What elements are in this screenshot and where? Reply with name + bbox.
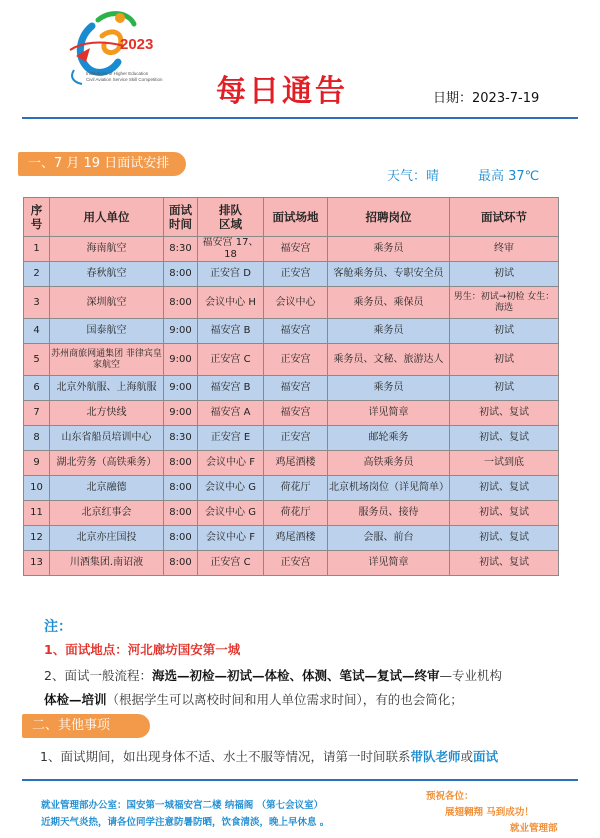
section-badge-other: 二、其他事项	[22, 714, 150, 738]
section-badge-schedule: 一、7 月 19 日面试安排	[18, 152, 186, 176]
weather-label: 天气：晴	[387, 169, 440, 184]
cell-area: 正安宫 E	[198, 426, 264, 451]
cell-time: 8:00	[164, 551, 198, 576]
cell-venue: 正安宫	[264, 262, 328, 287]
cell-position: 乘务员、乘保员	[328, 287, 450, 319]
cell-stage: 初试	[450, 319, 559, 344]
cell-venue: 正安宫	[264, 344, 328, 376]
header-venue: 面试场地	[264, 198, 328, 237]
header-company: 用人单位	[50, 198, 164, 237]
table-row	[24, 476, 559, 501]
note-location: 1、面试地点：河北廊坊国安第一城	[44, 642, 241, 657]
notes-heading: 注：	[44, 619, 72, 635]
note-process	[44, 666, 502, 684]
logo-year: 2023	[120, 36, 154, 53]
cell-no: 3	[24, 287, 50, 319]
table-row	[24, 376, 559, 401]
cell-position: 邮轮乘务	[328, 426, 450, 451]
cell-area: 福安宫 B	[198, 376, 264, 401]
cell-time: 8:00	[164, 262, 198, 287]
cell-company: 北方快线	[50, 401, 164, 426]
cell-area: 正安宫 C	[198, 551, 264, 576]
cell-time: 8:00	[164, 287, 198, 319]
temperature-label: 最高 37℃	[478, 169, 540, 184]
logo-tagline: Institutions of Higher Education	[86, 71, 149, 76]
cell-area: 会议中心 H	[198, 287, 264, 319]
cell-position: 北京机场岗位（详见简单）	[328, 476, 450, 501]
logo-tagline-2: Civil Aviation Service Skill Competition	[86, 77, 163, 82]
cell-position: 服务员、接待	[328, 501, 450, 526]
cell-stage: 初试、复试	[450, 501, 559, 526]
note-contact-interview: 面试	[473, 749, 499, 764]
table-row	[24, 551, 559, 576]
cell-time: 8:30	[164, 237, 198, 262]
note-other-1	[40, 747, 498, 765]
cell-area: 正安宫 C	[198, 344, 264, 376]
cell-venue: 鸡尾酒楼	[264, 451, 328, 476]
footer-wish-1: 预祝各位：	[426, 791, 474, 802]
cell-stage: 初试、复试	[450, 476, 559, 501]
header-time: 面试 时间	[164, 198, 198, 237]
cell-venue: 荷花厅	[264, 476, 328, 501]
cell-position: 客舱乘务员、专职安全员	[328, 262, 450, 287]
page-title: 每日通告	[216, 74, 348, 109]
note-contact-teacher: 带队老师	[410, 749, 461, 764]
cell-time: 8:30	[164, 426, 198, 451]
cell-area: 正安宫 D	[198, 262, 264, 287]
cell-venue: 福安宫	[264, 401, 328, 426]
note-process-suffix: —专业机构	[439, 668, 502, 683]
cell-position: 详见简章	[328, 401, 450, 426]
header-area: 排队 区域	[198, 198, 264, 237]
cell-area: 福安宫 A	[198, 401, 264, 426]
cell-time: 8:00	[164, 451, 198, 476]
table-row	[24, 319, 559, 344]
interview-schedule-table	[23, 197, 559, 576]
cell-position: 乘务员	[328, 237, 450, 262]
note-process-steps-2: 体检—培训	[44, 692, 107, 707]
cell-area: 福安宫 B	[198, 319, 264, 344]
cell-company: 北京红事会	[50, 501, 164, 526]
cell-stage: 初试	[450, 376, 559, 401]
table-row	[24, 526, 559, 551]
note-process-steps: 海选—初检—初试—体检、体测、笔试—复试—终审	[151, 668, 440, 683]
header-position: 招聘岗位	[328, 198, 450, 237]
cell-company: 北京融德	[50, 476, 164, 501]
cell-company: 春秋航空	[50, 262, 164, 287]
cell-no: 8	[24, 426, 50, 451]
cell-no: 13	[24, 551, 50, 576]
cell-stage: 一试到底	[450, 451, 559, 476]
cell-venue: 正安宫	[264, 426, 328, 451]
footer-divider	[22, 779, 578, 781]
cell-no: 2	[24, 262, 50, 287]
cell-no: 10	[24, 476, 50, 501]
cell-venue: 鸡尾酒楼	[264, 526, 328, 551]
table-row	[24, 426, 559, 451]
cell-stage: 初试、复试	[450, 426, 559, 451]
note-process-prefix: 2、面试一般流程：	[44, 668, 152, 683]
cell-stage: 初试、复试	[450, 551, 559, 576]
cell-position: 高铁乘务员	[328, 451, 450, 476]
note-other-mid: 或	[460, 749, 473, 764]
cell-no: 4	[24, 319, 50, 344]
cell-stage: 男生：初试→初检 女生：海选	[450, 287, 559, 319]
cell-time: 8:00	[164, 501, 198, 526]
cell-time: 9:00	[164, 344, 198, 376]
footer-office: 就业管理部办公室：国安第一城福安宫二楼 纳福阁 （第七会议室）	[41, 800, 324, 811]
cell-stage: 初试、复试	[450, 526, 559, 551]
cell-area: 会议中心 F	[198, 526, 264, 551]
cell-company: 国泰航空	[50, 319, 164, 344]
header-divider	[22, 117, 578, 119]
cell-venue: 福安宫	[264, 376, 328, 401]
cell-time: 9:00	[164, 376, 198, 401]
table-row	[24, 262, 559, 287]
footer-wish-2: 展翅翱翔 马到成功！	[445, 807, 534, 818]
cell-position: 乘务员	[328, 376, 450, 401]
cell-time: 8:00	[164, 476, 198, 501]
footer-reminder: 近期天气炎热，请各位同学注意防暑防晒，饮食清淡，晚上早休息 。	[41, 817, 330, 828]
note-process-cont	[44, 690, 463, 708]
header-no: 序 号	[24, 198, 50, 237]
cell-company: 海南航空	[50, 237, 164, 262]
cell-no: 12	[24, 526, 50, 551]
cell-venue: 正安宫	[264, 551, 328, 576]
table-row	[24, 237, 559, 262]
cell-position: 乘务员	[328, 319, 450, 344]
cell-no: 1	[24, 237, 50, 262]
cell-area: 会议中心 G	[198, 501, 264, 526]
cell-stage: 终审	[450, 237, 559, 262]
cell-venue: 福安宫	[264, 319, 328, 344]
cell-position: 会服、前台	[328, 526, 450, 551]
table-row	[24, 344, 559, 376]
cell-stage: 初试	[450, 262, 559, 287]
cell-no: 7	[24, 401, 50, 426]
cell-venue: 福安宫	[264, 237, 328, 262]
cell-venue: 荷花厅	[264, 501, 328, 526]
cell-time: 8:00	[164, 526, 198, 551]
cell-company: 北京外航服、上海航服	[50, 376, 164, 401]
cell-stage: 初试	[450, 344, 559, 376]
date-label: 日期：2023-7-19	[433, 91, 540, 106]
cell-area: 会议中心 F	[198, 451, 264, 476]
table-row	[24, 401, 559, 426]
cell-position: 详见简章	[328, 551, 450, 576]
footer-signature: 就业管理部	[510, 823, 558, 834]
cell-venue: 会议中心	[264, 287, 328, 319]
cell-area: 会议中心 G	[198, 476, 264, 501]
cell-company: 川酒集团.南诏液	[50, 551, 164, 576]
table-row	[24, 501, 559, 526]
note-other-prefix: 1、面试期间，如出现身体不适、水土不服等情况，请第一时间联系	[40, 749, 411, 764]
cell-stage: 初试、复试	[450, 401, 559, 426]
cell-company: 苏州商旅网通集团 菲律宾皇家航空	[50, 344, 164, 376]
header-stage: 面试环节	[450, 198, 559, 237]
cell-time: 9:00	[164, 401, 198, 426]
cell-company: 深圳航空	[50, 287, 164, 319]
cell-no: 9	[24, 451, 50, 476]
cell-no: 11	[24, 501, 50, 526]
table-header-row	[24, 198, 559, 237]
cell-position: 乘务员、文秘、旅游达人	[328, 344, 450, 376]
cell-no: 5	[24, 344, 50, 376]
cell-company: 湖北劳务（高铁乘务）	[50, 451, 164, 476]
cell-area: 福安宫 17、18	[198, 237, 264, 262]
cell-company: 山东省船员培训中心	[50, 426, 164, 451]
cell-time: 9:00	[164, 319, 198, 344]
cell-no: 6	[24, 376, 50, 401]
table-row	[24, 287, 559, 319]
note-process-rest: （根据学生可以离校时间和用人单位需求时间），有的也会简化；	[106, 692, 463, 707]
cell-company: 北京亦庄国投	[50, 526, 164, 551]
table-row	[24, 451, 559, 476]
